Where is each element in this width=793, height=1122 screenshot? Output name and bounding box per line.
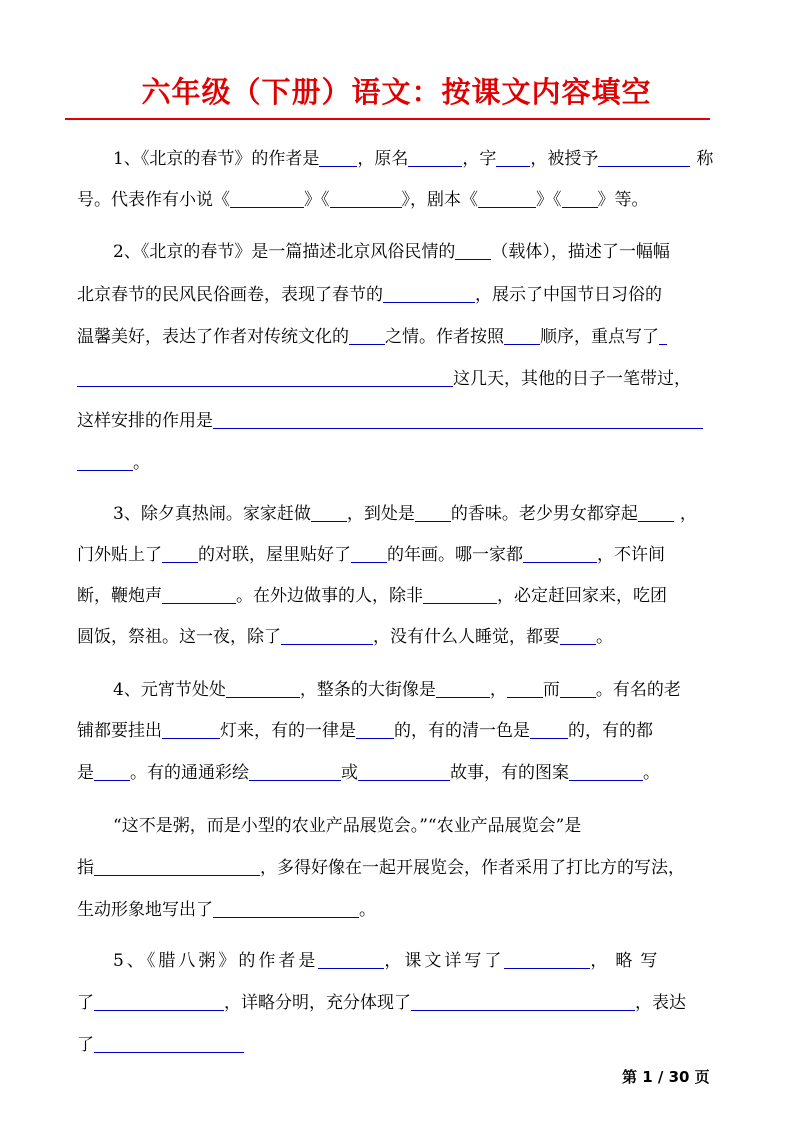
blank[interactable]	[318, 950, 384, 969]
blank[interactable]	[281, 626, 373, 645]
blank[interactable]	[423, 585, 497, 604]
blank[interactable]	[496, 148, 530, 167]
q2-line-2: 北京春节的民风民俗画卷，表现了春节的 ，展示了中国节日习俗的	[77, 285, 662, 305]
blank[interactable]	[162, 720, 220, 739]
q4b-line-3: 生动形象地写出了 。	[77, 900, 376, 920]
q4-line-2: 铺都要挂出 灯来，有的一律是 的，有的清一色是 的，有的都	[77, 721, 653, 741]
q3-line-4: 圆饭，祭祖。这一夜，除了 ，没有什么人睡觉，都要 。	[77, 627, 613, 647]
blank[interactable]	[523, 544, 597, 563]
blank[interactable]	[311, 503, 347, 522]
q5-line-2: 了 ，详略分明，充分体现了 ，表达	[77, 993, 686, 1013]
blank[interactable]	[162, 544, 198, 563]
blank[interactable]	[249, 762, 341, 781]
q1-line-1: 1、《北京的春节》的作者是 ，原名 ，字 ，被授予 称	[113, 149, 714, 169]
q3-line-1: 3、除夕真热闹。家家赶做 ，到处是 的香味。老少男女都穿起 ，	[113, 504, 697, 524]
blank[interactable]	[319, 148, 357, 167]
q1-line-2: 号。代表作有小说《 》《 》，剧本《 》《 》等。	[77, 190, 649, 210]
blank[interactable]	[162, 585, 236, 604]
q5-line-1: 5、《腊八粥》的作者是 ，课文详写了 ，略写	[113, 951, 666, 971]
blank[interactable]	[562, 189, 598, 208]
blank[interactable]	[349, 326, 385, 345]
blank[interactable]	[436, 679, 490, 698]
blank[interactable]	[351, 544, 387, 563]
blank[interactable]	[213, 410, 703, 429]
q3-line-3: 断，鞭炮声 。在外边做事的人，除非 ，必定赶回家来，吃团	[77, 586, 667, 606]
blank[interactable]	[94, 762, 130, 781]
q4b-line-1: “这不是粥，而是小型的农业产品展览会。”“农业产品展览会”是	[113, 816, 582, 836]
blank[interactable]	[213, 899, 359, 918]
title-underline	[65, 118, 710, 120]
blank[interactable]	[77, 368, 453, 387]
blank[interactable]	[358, 762, 450, 781]
blank[interactable]	[330, 189, 402, 208]
q3-line-2: 门外贴上了 的对联，屋里贴好了 的年画。哪一家都 ，不许间	[77, 545, 665, 565]
page-title: 六年级（下册）语文：按课文内容填空	[141, 75, 652, 109]
q2-line-5: 这样安排的作用是	[77, 410, 703, 432]
blank[interactable]	[504, 326, 540, 345]
blank[interactable]	[530, 720, 568, 739]
blank[interactable]	[411, 992, 635, 1011]
blank[interactable]	[560, 679, 596, 698]
q2-line-6: 。	[77, 452, 150, 474]
blank[interactable]	[507, 679, 543, 698]
blank[interactable]	[638, 503, 674, 522]
q2-line-3: 温馨美好，表达了作者对传统文化的 之情。作者按照 顺序，重点写了	[77, 326, 667, 348]
blank[interactable]	[383, 284, 475, 303]
q5-line-3: 了	[77, 1034, 244, 1056]
blank[interactable]	[94, 992, 224, 1011]
blank[interactable]	[226, 679, 300, 698]
blank[interactable]	[94, 857, 260, 876]
q4-line-1: 4、元宵节处处 ，整条的大街像是 ， 而 。有名的老	[113, 680, 681, 700]
blank[interactable]	[356, 720, 394, 739]
q2-line-1: 2、《北京的春节》是一篇描述北京风俗民情的 （载体），描述了一幅幅	[113, 242, 670, 262]
blank[interactable]	[478, 189, 536, 208]
blank[interactable]	[504, 950, 590, 969]
blank[interactable]	[569, 762, 643, 781]
page-number: 第 1 / 30 页	[622, 1068, 710, 1086]
blank[interactable]	[560, 626, 596, 645]
blank[interactable]	[598, 148, 690, 167]
blank[interactable]	[455, 241, 491, 260]
blank[interactable]	[659, 326, 667, 345]
q4-line-3: 是 。有的通通彩绘 或 故事，有的图案 。	[77, 763, 660, 783]
blank[interactable]	[230, 189, 304, 208]
blank[interactable]	[94, 1034, 244, 1053]
q4b-line-2: 指 ，多得好像在一起开展览会，作者采用了打比方的写法，	[77, 858, 685, 878]
blank[interactable]	[415, 503, 451, 522]
blank[interactable]	[408, 148, 462, 167]
blank[interactable]	[77, 452, 133, 471]
q2-line-4: 这几天，其他的日子一笔带过，	[77, 368, 691, 390]
